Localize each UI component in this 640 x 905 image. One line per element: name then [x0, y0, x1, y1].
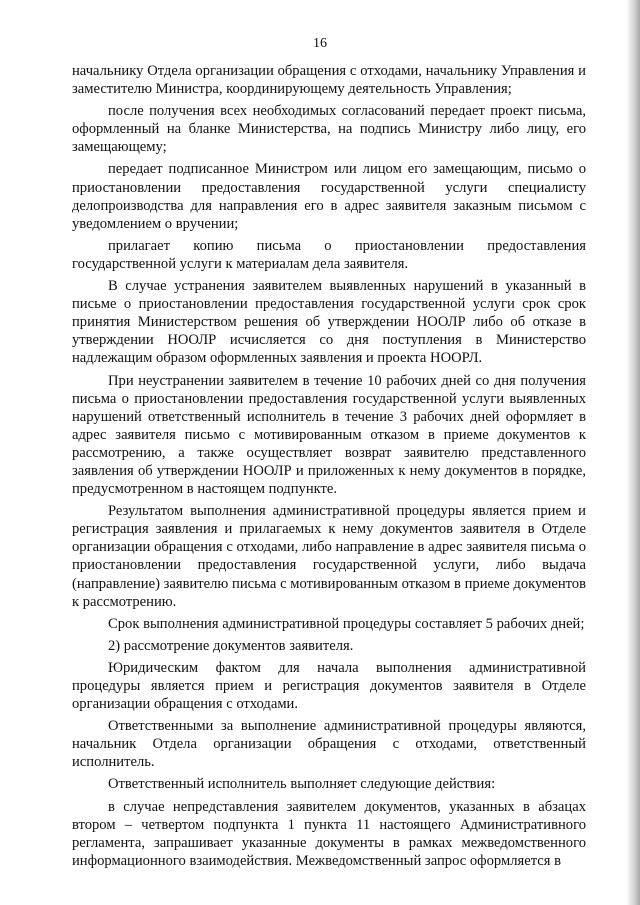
- paragraph-9: 2) рассмотрение документов заявителя.: [108, 637, 354, 654]
- paragraph-7: Результатом выполнения административной процедуры является прием и регистрация заявления и прилагаемых к нему документов заявителя в Отделе организации обращения с отходами, либо направление в адрес заявителя письма о приостановлении предоставления государственной услуги, либо выдача (направление) заявителю письма с мотивированным отказом в приеме документов к рассмотрению.: [72, 503, 586, 610]
- paragraph-13: в случае непредставления заявителем документов, указанных в абзацах втором – четвертом подпункта 1 пункта 11 настоящего Административного регламента, запрашивает указанные документы в рамках межведомственного информационного взаимодействия. Межведомственный запрос оформляется в: [72, 798, 586, 869]
- paragraph-8: Срок выполнения административной процедуры составляет 5 рабочих дней;: [108, 615, 585, 632]
- paragraph-6: При неустранении заявителем в течение 10 рабочих дней со дня получения письма о приостановлении предоставления государственной услуги выявленных нарушений ответственный исполнитель в течение 3 рабочих дней оформляет в адрес заявителя письмо с мотивированным отказом в приеме документов к рассмотрению, а также осуществляет возврат заявителю представленного заявления об утверждении НООЛР и приложенных к нему документов в порядке, предусмотренном в настоящем подпункте.: [72, 372, 586, 498]
- paragraph-2: после получения всех необходимых согласований передает проект письма, оформленный на бланке Министерства, на подпись Министру либо лицу, его замещающему;: [72, 103, 586, 156]
- paragraph-5: В случае устранения заявителем выявленных нарушений в указанный в письме о приостановлении предоставления государственной услуги срок срок принятия Министерством решения об утверждении НООЛР либо об отказе в утверждении НООЛР исчисляется со дня поступления в Министерство надлежащим образом оформленных заявления и проекта НООРЛ.: [72, 278, 586, 367]
- scan-edge-shadow: [626, 0, 640, 905]
- paragraph-10: Юридическим фактом для начала выполнения административной процедуры является прием и регистрация документов заявителя в Отделе организации обращения с отходами.: [72, 659, 586, 713]
- paragraph-3: передает подписанное Министром или лицом его замещающим, письмо о приостановлении предоставления государственной услуги специалисту делопроизводства для направления его в адрес заявителя заказным письмом с уведомлением о вручении;: [72, 161, 586, 232]
- paragraph-12: Ответственный исполнитель выполняет следующие действия:: [108, 776, 496, 793]
- paragraph-4: прилагает копию письма о приостановлении предоставления государственной услуги к материалам дела заявителя.: [72, 237, 586, 272]
- paragraph-1: начальнику Отдела организации обращения с отходами, начальнику Управления и заместителю Министра, координирующему деятельность Управления;: [72, 63, 586, 98]
- document-body: [72, 62, 586, 870]
- paragraph-11: Ответственными за выполнение административной процедуры являются, начальник Отдела организации обращения с отходами, ответственный исполнитель.: [72, 718, 586, 771]
- page-number: 16: [313, 36, 327, 51]
